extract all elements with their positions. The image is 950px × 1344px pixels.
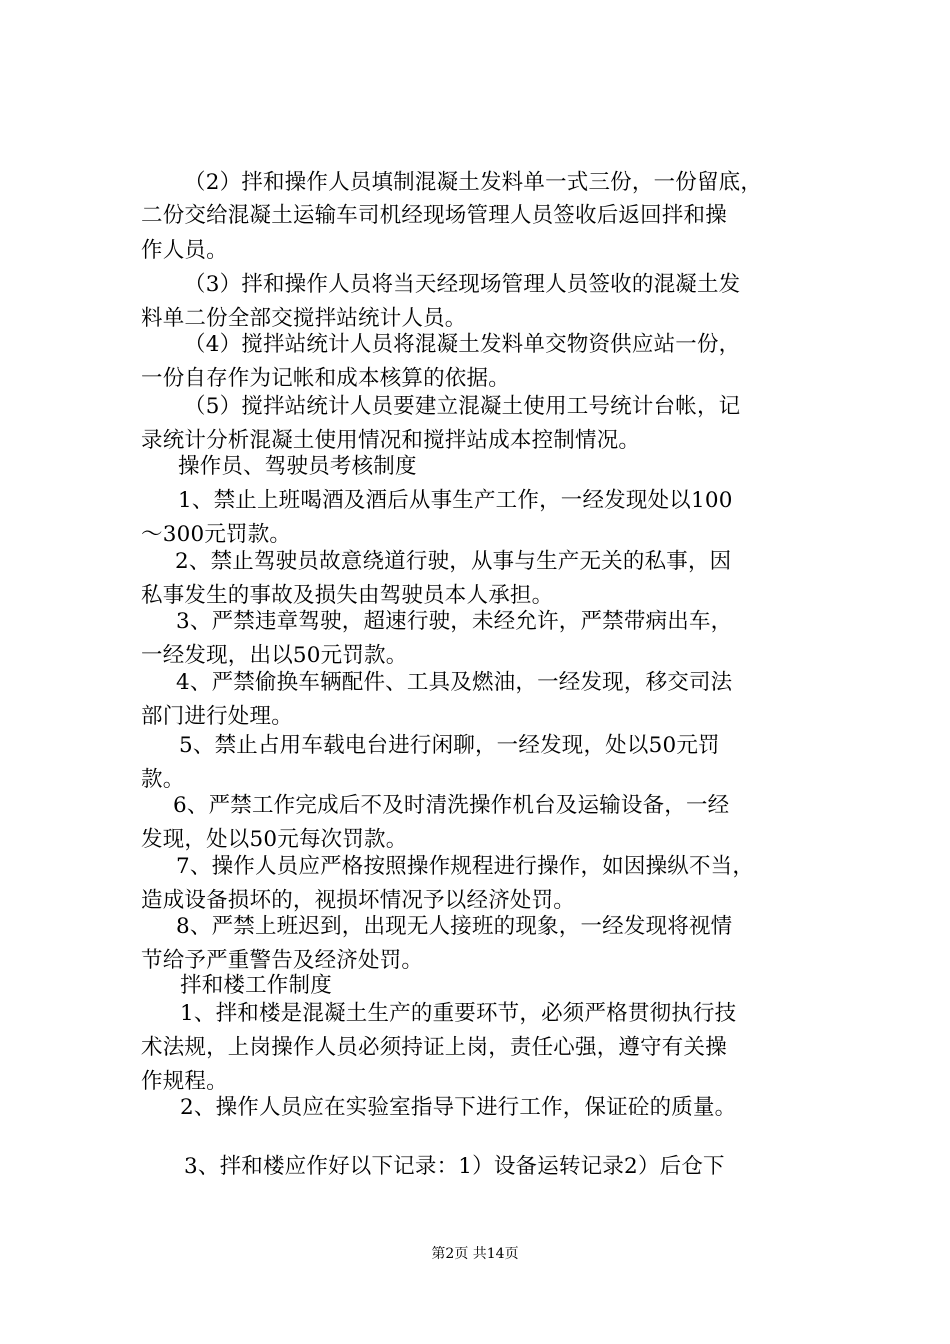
paragraph-line: 造成设备损坏的，视损坏情况予以经济处罚。 — [141, 888, 576, 913]
paragraph-line: 术法规，上岗操作人员必须持证上岗，责任心强，遵守有关操 — [141, 1035, 727, 1060]
paragraph-line: （2）拌和操作人员填制混凝土发料单一式三份，一份留底， — [184, 170, 763, 195]
paragraph-line: 料单二份全部交搅拌站统计人员。 — [141, 306, 467, 331]
paragraph-line: 1、拌和楼是混凝土生产的重要环节，必须严格贯彻执行技 — [180, 1001, 737, 1026]
paragraph-line: 节给予严重警告及经济处罚。 — [141, 948, 424, 973]
paragraph-line: 部门进行处理。 — [141, 704, 293, 729]
paragraph-line: ～300元罚款。 — [141, 522, 292, 547]
paragraph-line: 二份交给混凝土运输车司机经现场管理人员签收后返回拌和操 — [141, 203, 727, 228]
paragraph-line: 作人员。 — [141, 238, 228, 263]
paragraph-line: 4、严禁偷换车辆配件、工具及燃油，一经发现，移交司法 — [176, 670, 733, 695]
paragraph-line: 3、严禁违章驾驶，超速行驶，未经允许，严禁带病出车， — [176, 609, 733, 634]
paragraph-line: 3、拌和楼应作好以下记录：1）设备运转记录2）后仓下 — [184, 1154, 725, 1179]
paragraph-line: （3）拌和操作人员将当天经现场管理人员签收的混凝土发 — [184, 272, 741, 297]
paragraph-line: 一份自存作为记帐和成本核算的依据。 — [141, 366, 510, 391]
paragraph-line: 录统计分析混凝土使用情况和搅拌站成本控制情况。 — [141, 428, 641, 453]
paragraph-line: 发现，处以50元每次罚款。 — [141, 827, 408, 852]
paragraph-line: 7、操作人员应严格按照操作规程进行操作，如因操纵不当， — [176, 854, 755, 879]
paragraph-line: 8、严禁上班迟到，出现无人接班的现象，一经发现将视情 — [176, 914, 733, 939]
section-heading: 操作员、驾驶员考核制度 — [178, 454, 417, 479]
page-number-footer: 第2页 共14页 — [431, 1246, 519, 1262]
paragraph-line: （4）搅拌站统计人员将混凝土发料单交物资供应站一份， — [184, 332, 741, 357]
paragraph-line: （5）搅拌站统计人员要建立混凝土使用工号统计台帐，记 — [184, 394, 741, 419]
section-heading: 拌和楼工作制度 — [180, 973, 332, 998]
paragraph-line: 6、严禁工作完成后不及时清洗操作机台及运输设备，一经 — [173, 793, 730, 818]
paragraph-line: 1、禁止上班喝酒及酒后从事生产工作，一经发现处以100 — [178, 488, 733, 513]
paragraph-line: 5、禁止占用车载电台进行闲聊，一经发现，处以50元罚 — [179, 733, 720, 758]
paragraph-line: 私事发生的事故及损失由驾驶员本人承担。 — [141, 583, 554, 608]
paragraph-line: 作规程。 — [141, 1069, 228, 1094]
paragraph-line: 一经发现，出以50元罚款。 — [141, 643, 408, 668]
paragraph-line: 2、禁止驾驶员故意绕道行驶，从事与生产无关的私事，因 — [175, 549, 732, 574]
paragraph-line: 2、操作人员应在实验室指导下进行工作，保证砼的质量。 — [180, 1095, 737, 1120]
paragraph-line: 款。 — [141, 767, 185, 792]
